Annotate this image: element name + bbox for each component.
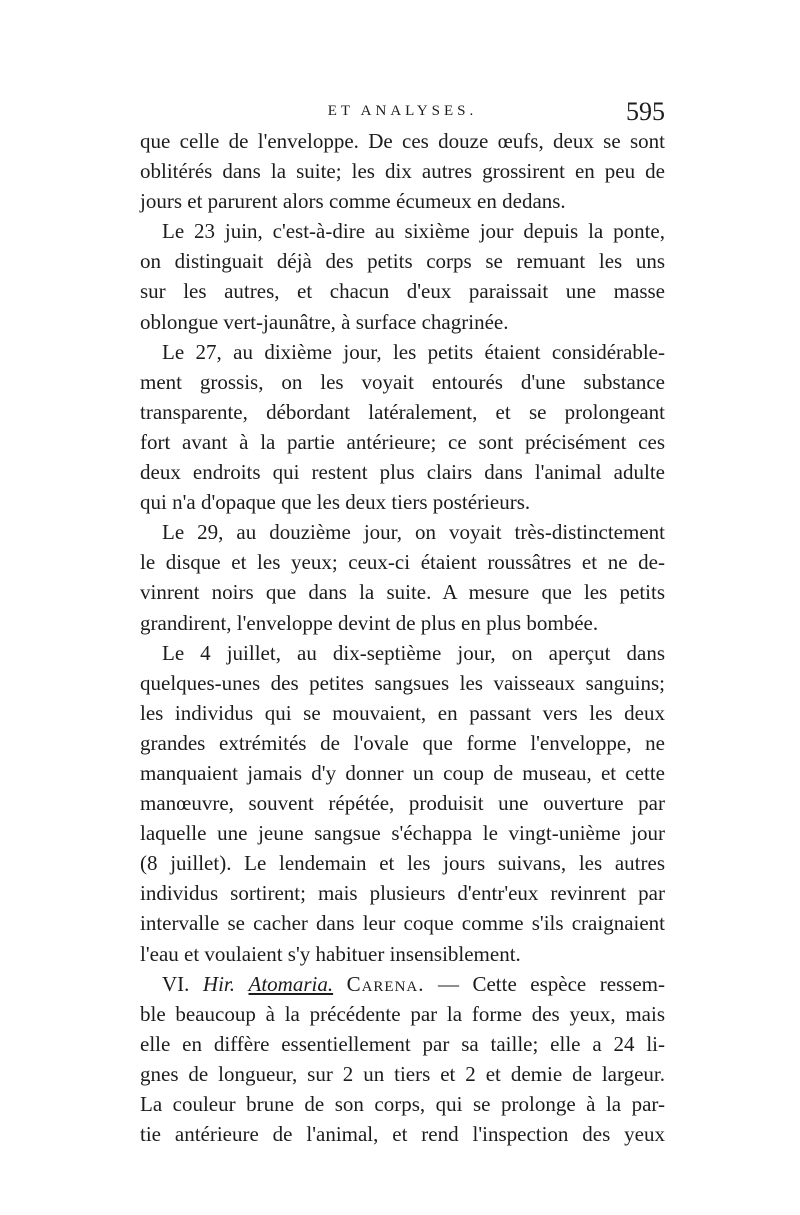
- text-line: Le 23 juin, c'est-à-dire au sixième jour depuis la ponte,: [162, 219, 665, 244]
- text-line: oblongue vert-jaunâtre, à surface chagrinée.: [140, 309, 509, 334]
- text-line: deux endroits qui restent plus clairs dans l'animal adulte: [140, 460, 665, 485]
- text-line: transparente, débordant latéralement, et se prolongeant: [140, 399, 665, 424]
- section-number: VI.: [162, 971, 190, 996]
- page-number: 595: [626, 97, 665, 126]
- text-line: ment grossis, on les voyait entourés d'une substance: [140, 369, 665, 394]
- text-line: manquaient jamais d'y donner un coup de museau, et cette: [140, 760, 665, 785]
- text-line: gnes de longueur, sur 2 un tiers et 2 et demie de largeur.: [140, 1061, 665, 1086]
- text-line: ble beaucoup à la précédente par la forme des yeux, mais: [140, 1001, 665, 1026]
- text-line: intervalle se cacher dans leur coque comme s'ils craignaient: [140, 911, 665, 936]
- text-line: laquelle une jeune sangsue s'échappa le vingt-unième jour: [140, 821, 665, 846]
- text-line: Le 4 juillet, au dix-septième jour, on aperçut dans: [162, 640, 665, 665]
- text-line: vinrent noirs que dans la suite. A mesure que les petits: [140, 580, 665, 605]
- text-line: manœuvre, souvent répétée, produisit une ouverture par: [140, 791, 665, 816]
- body-text: [140, 126, 665, 1149]
- text-line: tie antérieure de l'animal, et rend l'inspection des yeux: [140, 1122, 665, 1147]
- section-author: Carena.: [346, 971, 425, 996]
- text-line: (8 juillet). Le lendemain et les jours suivans, les autres: [140, 851, 665, 876]
- text-line: individus sortirent; mais plusieurs d'entr'eux revinrent par: [140, 881, 665, 906]
- text-line: on distinguait déjà des petits corps se remuant les uns: [140, 249, 665, 274]
- text-line: Le 27, au dixième jour, les petits étaient considérable-: [162, 339, 665, 364]
- section-first-line: — Cette espèce ressem-: [437, 971, 666, 996]
- text-line: oblitérés dans la suite; les dix autres grossirent en peu de: [140, 159, 665, 184]
- text-line: sur les autres, et chacun d'eux paraissait une masse: [140, 279, 665, 304]
- text-line: l'eau et voulaient s'y habituer insensiblement.: [140, 941, 521, 966]
- text-line: Le 29, au douzième jour, on voyait très-distinctement: [162, 520, 665, 545]
- text-line: grandes extrémités de l'ovale que forme l'enveloppe, ne: [140, 730, 665, 755]
- text-line: grandirent, l'enveloppe devint de plus en plus bombée.: [140, 610, 599, 635]
- text-line: les individus qui se mouvaient, en passant vers les deux: [140, 700, 665, 725]
- section-genus: Hir.: [202, 971, 236, 996]
- text-line: jours et parurent alors comme écumeux en dedans.: [140, 189, 566, 214]
- text-line: elle en diffère essentiellement par sa taille; elle a 24 li-: [140, 1031, 665, 1056]
- running-title: ET ANALYSES.: [327, 103, 478, 119]
- text-line: La couleur brune de son corps, qui se prolonge à la par-: [140, 1092, 665, 1116]
- text-line: quelques-unes des petites sangsues les vaisseaux sanguins;: [140, 670, 665, 695]
- text-line: le disque et les yeux; ceux-ci étaient roussâtres et ne de-: [140, 550, 665, 575]
- running-head: [140, 97, 665, 125]
- text-line: que celle de l'enveloppe. De ces douze œufs, deux se sont: [140, 129, 665, 153]
- text-line: qui n'a d'opaque que les deux tiers postérieurs.: [140, 490, 531, 515]
- section-species: Atomaria.: [248, 971, 334, 996]
- text-line: fort avant à la partie antérieure; ce sont précisément ces: [140, 429, 665, 454]
- section-heading-line: [140, 969, 665, 999]
